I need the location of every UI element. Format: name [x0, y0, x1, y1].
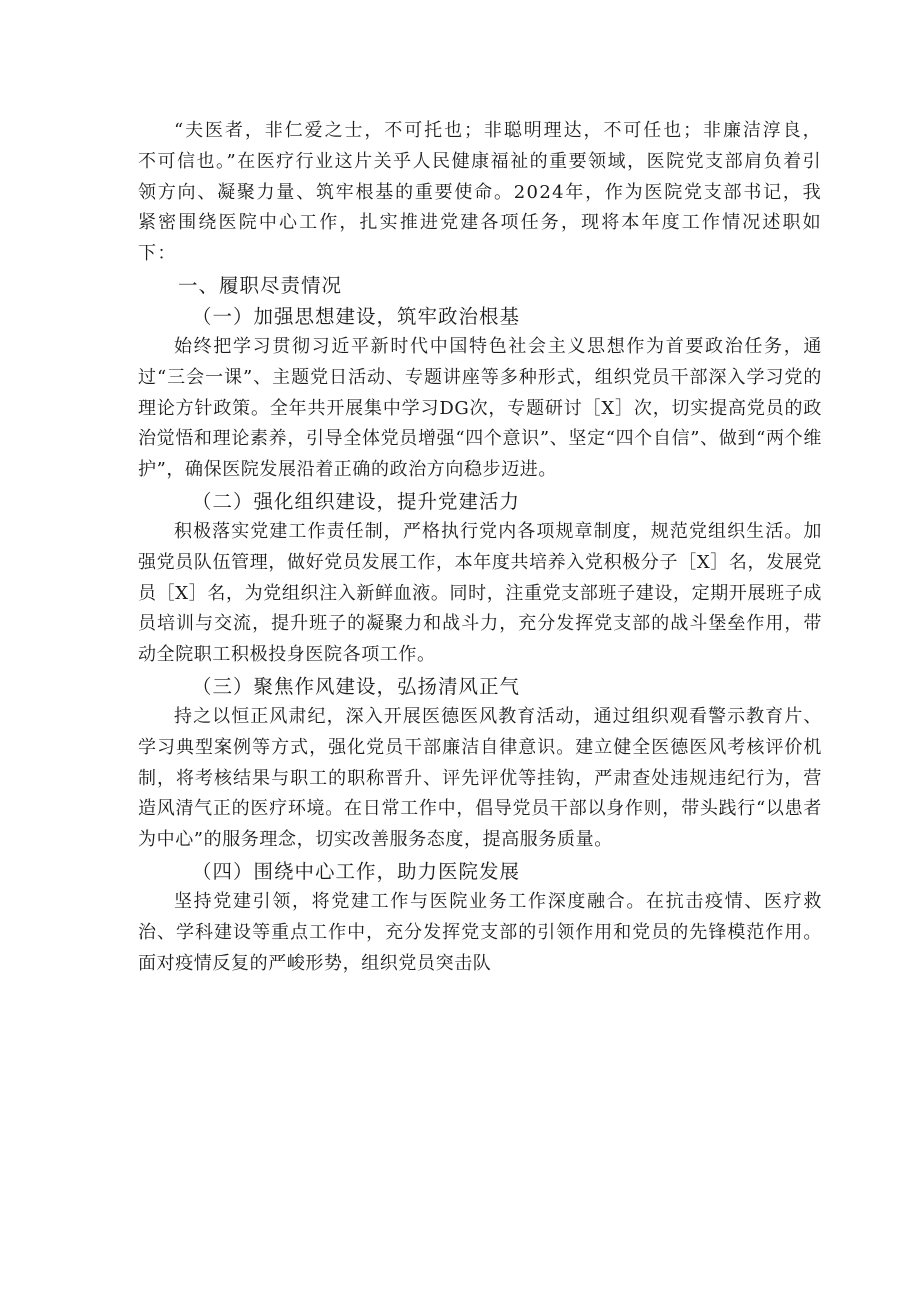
subsection-heading-2: （二）强化组织建设，提升党建活力 — [192, 489, 521, 513]
document-body — [138, 116, 822, 979]
subsection-body-2: 积极落实党建工作责任制，严格执行党内各项规章制度，规范党组织生活。加强党员队伍管理，做好党员发展工作，本年度共培养入党积极分子［X］名，发展党员［X］名，为党组织注入新鲜血液。同时，注重党支部班子建设，定期开展班子成员培训与交流，提升班子的凝聚力和战斗力，充分发挥党支部的战斗堡垒作用，带动全院职工积极投身医院各项工作。 — [138, 520, 822, 666]
intro-paragraph: “夫医者，非仁爱之士，不可托也；非聪明理达，不可任也；非廉洁淳良，不可信也。”在医疗行业这片关乎人民健康福祉的重要领域，医院党支部肩负着引领方向、凝聚力量、筑牢根基的重要使命。2024年，作为医院党支部书记，我紧密围绕医院中心工作，扎实推进党建各项任务，现将本年度工作情况述职如下： — [138, 120, 822, 265]
subsection-body-3: 持之以恒正风肃纪，深入开展医德医风教育活动，通过组织观看警示教育片、学习典型案例等方式，强化党员干部廉洁自律意识。建立健全医德医风考核评价机制，将考核结果与职工的职称晋升、评先评优等挂钩，严肃查处违规违纪行为，营造风清气正的医疗环境。在日常工作中，倡导党员干部以身作则，带头践行“以患者为中心”的服务理念，切实改善服务态度，提高服务质量。 — [138, 705, 822, 851]
subsection-heading-4: （四）围绕中心工作，助力医院发展 — [192, 859, 521, 883]
subsection-body-4: 坚持党建引领，将党建工作与医院业务工作深度融合。在抗击疫情、医疗救治、学科建设等重点工作中，充分发挥党支部的引领作用和党员的先锋模范作用。面对疫情反复的严峻形势，组织党员突击队 — [138, 890, 822, 974]
subsection-body-1: 始终把学习贯彻习近平新时代中国特色社会主义思想作为首要政治任务，通过“三会一课”、主题党日活动、专题讲座等多种形式，组织党员干部深入学习党的理论方针政策。全年共开展集中学习DG次，专题研讨［X］次，切实提高党员的政治觉悟和理论素养，引导全体党员增强“四个意识”、坚定“四个自信”、做到“两个维护”，确保医院发展沿着正确的政治方向稳步迈进。 — [138, 335, 822, 481]
section-heading-1: 一、履职尽责情况 — [178, 273, 343, 297]
subsection-heading-3: （三）聚焦作风建设，弘扬清风正气 — [192, 674, 521, 698]
subsection-heading-1: （一）加强思想建设，筑牢政治根基 — [192, 304, 521, 328]
